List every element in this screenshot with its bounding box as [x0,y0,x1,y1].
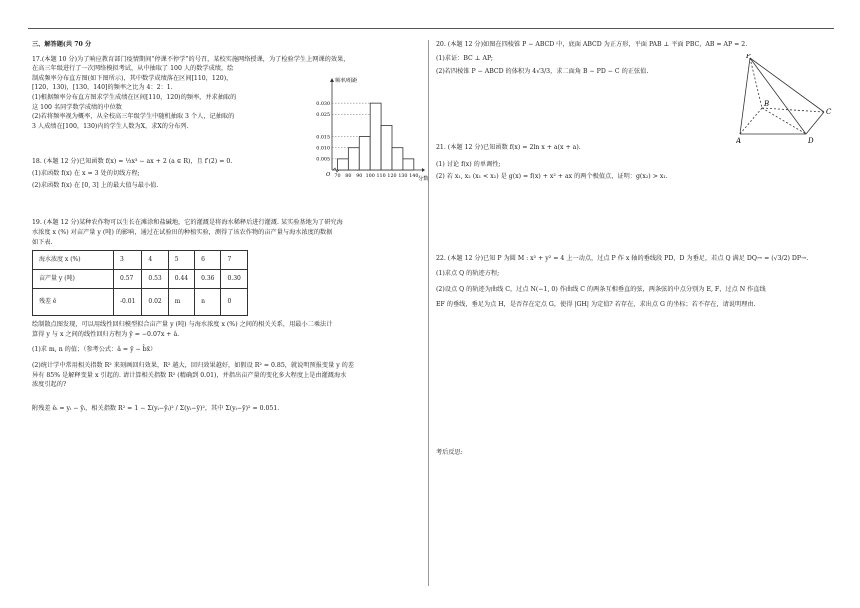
table-row [33,270,248,289]
table-cell: 0.30 [221,270,247,289]
q17-line: 这 100 名同学数学成绩的中位数 [32,103,122,111]
q19-line: 如下表. [32,238,53,246]
q19-line: (1)求 m, n 的值；（参考公式：â = ȳ − b̂x̄） [32,346,157,354]
question-20 [436,40,832,145]
table-cell: 6 [195,251,221,270]
q19-formula: 附残差 êᵢ = yᵢ − ŷᵢ，相关指数 R² = 1 − Σ(yᵢ−ŷᵢ)² / Σ(yᵢ−ȳ)²，其中 Σ(yᵢ−ȳ)² = 0.051. [32,404,280,412]
q22-line: 22. (本题 12 分)已知 P 为圆 M : x² + y² = 4 上一动点，过点 P 作 x 轴的垂线段 PD，D 为垂足，若点 Q 满足 DQ→ = (√3/2) DP→. [436,254,809,262]
table-cell: 4 [142,251,168,270]
y-axis-label: 频率/组距 [335,78,358,84]
table-row [33,289,248,316]
q17-line: 3 人成绩在[100，130)内的学生人数为X，求X的分布列. [32,122,189,130]
table-cell: 5 [168,251,194,270]
vertex-label: C [826,108,832,116]
x-tick-label: 80 [345,174,352,179]
x-tick-label: 130 [398,174,408,179]
q19-line: 19. (本题 12 分)某种农作物可以生长在滩涂和盐碱地，它的灌溉是将海水稀释后进行灌溉. 某实验基地为了研究海 [32,219,343,227]
q17-line: [120，130)，[130，140]的频率之比为 4：2：1. [32,84,173,92]
q20-line: (1)求证：BC ⊥ AP; [436,54,493,62]
table-cell: 亩产量 y (吨) [33,270,114,289]
question-21 [436,143,832,182]
histogram-bar [370,103,381,170]
x-tick-label: 90 [356,174,363,179]
x-tick-label: 110 [376,174,386,179]
table-cell: 7 [221,251,247,270]
x-axis-label: 分数 [418,176,429,182]
q21-line: (1) 讨论 f(x) 的单调性; [436,161,501,169]
q21-line: (2) 若 x₁, x₂ (x₁ < x₂) 是 g(x) = f(x) + x² + ax 的两个极值点，证明：g(x₂) > x₁. [436,173,668,181]
q17-line: 制成频率分布直方图(如下图所示)，其中数学成绩落在区间[110，120)， [32,74,233,82]
section-title: 三、解答题(共 70 分 [32,41,92,48]
table-cell: -0.01 [114,289,142,316]
q19-line: 水浓度 x (%) 对亩产量 y (吨) 的影响，通过在试验田的种植实验，测得了该农作物的亩产量与海水浓度的数据 [32,228,333,236]
y-tick-label: 0.010 [316,146,330,152]
histogram-bar [337,159,348,170]
table-cell: 3 [114,251,142,270]
q22-line: (1)求点 Q 的轨迹方程; [436,270,500,278]
q17-line: (1)根据频率分布直方图求学生成绩在区间[110，120)的频率，并求抽取的 [32,94,237,102]
q19-line: (2)统计学中常用相关指数 R² 来刻画回归效果，R² 越大，回归效果越好，如假设 R² = 0.85，就说明预报变量 y 的差 [32,361,355,369]
q18-line: (1)求函数 f(x) 在 x = 3 处的切线方程; [32,170,140,178]
question-19 [32,218,418,413]
q21-line: 21. (本题 12 分)已知函数 f(x) = 2ln x + a(x + a). [436,143,581,151]
q19-line: 绘制散点图发现，可以用线性回归模型拟合亩产量 y (吨) 与海水浓度 x (%) 之间的相关关系，用最小二乘法计 [32,321,333,329]
x-axis-arrow [422,168,425,172]
q20-line: (2)若四棱锥 P − ABCD 的体积为 4√3/3，求二面角 B − PD − C 的正弦值. [436,68,649,76]
table-cell: 残差 ê [33,289,114,316]
histogram-chart [304,74,430,188]
table-cell: 0.57 [114,270,142,289]
table-row [33,251,248,270]
q22-line: EF 的垂线，垂足为点 H，是否存在定点 G，使得 |GH| 为定值? 若存在，求出点 G 的坐标；若不存在，请说明理由. [436,301,756,309]
q22-line: (2)设点 Q 的轨迹为曲线 C，过点 N(−1, 0) 作曲线 C 的两条互相垂直的弦，两条弦的中点分别为 E, F，过点 N 作直线 [436,285,766,293]
left-column [32,40,429,413]
q18-line: (2)求函数 f(x) 在 [0, 3] 上的最大值与最小值. [32,181,159,189]
histogram-bar [381,125,392,170]
q17-line: 17.(本题 10 分)为了响应教育部门疫情期间“停课不停学”的号召，某校实施网络授课，为了检验学生上网课的效果， [32,55,350,63]
table-cell: 0.36 [195,270,221,289]
table-cell: 0 [221,289,247,316]
histogram-bar [359,137,370,170]
reflection-label: 考后反思: [436,449,463,457]
vertex-label: P [746,54,751,60]
y-tick-label: 0.005 [316,157,330,163]
q20-line: 20. (本题 12 分)如图在四棱锥 P − ABCD 中，底面 ABCD 为正方形，平面 PAB ⊥ 平面 PBC，AB = AP = 2. [436,41,748,48]
pyramid-figure [736,54,836,146]
y-tick-label: 0.025 [316,113,330,119]
histogram-bar [392,148,403,170]
table-cell: n [195,289,221,316]
x-tick-label: 140 [409,174,419,179]
histogram-bar [348,148,359,170]
q18-line: 18. (本题 12 分)已知函数 f(x) = ⅓x³ − ax + 2 (a ∈ R)，且 f′(2) = 0. [32,158,233,166]
q19-line: 浓度引起的? [32,381,67,389]
x-tick-label: 100 [365,174,375,179]
q19-line: 算得 y 与 x 之间的线性回归方程为 ŷ = −0.07x + â. [32,330,180,338]
vertex-label: D [808,137,814,145]
top-rule [28,28,834,29]
y-tick-label: 0.030 [316,101,330,107]
histogram-bar [403,159,414,170]
data-table [32,250,248,316]
table-cell: 0.02 [142,289,168,316]
x-tick-label: 120 [387,174,397,179]
q17-line: (2)若将频率视为概率，从全校高三年级学生中随机抽取 3 个人，记抽取的 [32,113,235,121]
x-tick-label: 70 [334,174,341,179]
histogram-svg [304,74,430,184]
table-cell: 海水浓度 x (%) [33,251,114,270]
y-axis-arrow [330,78,334,82]
q17-line: 在高三年级进行了一次网络模拟考试，从中抽取了 100 人的数学成绩，绘 [32,65,234,73]
right-column [436,40,832,458]
question-22 [436,254,832,310]
table-cell: m [168,289,194,316]
y-tick-label: 0.015 [316,135,330,141]
q19-line: 异有 85% 是解释变量 x 引起的. 请计算相关指数 R² (精确到 0.01)，并指出亩产量的变化多大程度上是由灌溉海水 [32,371,347,379]
table-cell: 0.53 [142,270,168,289]
vertex-label: A [736,137,742,145]
table-cell: 0.44 [168,270,194,289]
origin-label: O [326,172,331,178]
vertex-label: B [764,100,770,108]
